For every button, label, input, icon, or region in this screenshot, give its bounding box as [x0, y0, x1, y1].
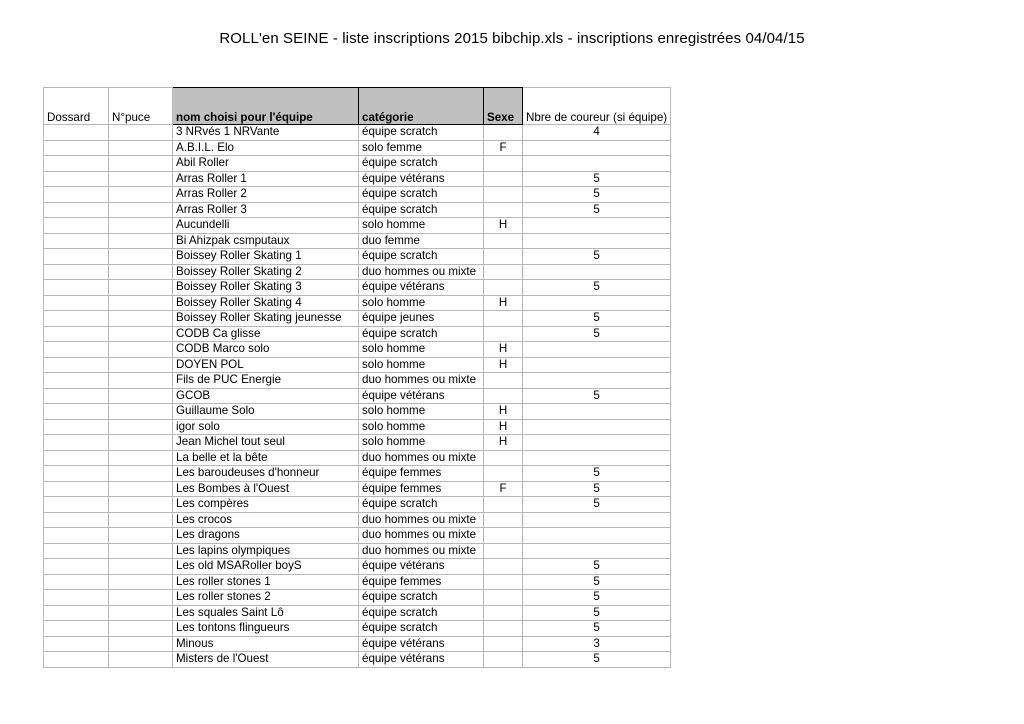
cell-categorie: équipe femmes [359, 481, 484, 497]
cell-dossard [44, 202, 109, 218]
cell-sexe: H [484, 218, 523, 234]
cell-sexe: H [484, 435, 523, 451]
header-categorie: catégorie [359, 88, 484, 125]
page-title: ROLL'en SEINE - liste inscriptions 2015 bibchip.xls - inscriptions enregistrées 04/04/15 [219, 30, 805, 47]
cell-nbre [523, 404, 671, 420]
table-row [44, 450, 671, 466]
cell-dossard [44, 528, 109, 544]
cell-sexe [484, 280, 523, 296]
cell-npuce [109, 326, 173, 342]
cell-nom: Jean Michel tout seul [173, 435, 359, 451]
cell-npuce [109, 652, 173, 668]
header-row [44, 88, 671, 125]
table-row [44, 373, 671, 389]
cell-nom: Les compères [173, 497, 359, 513]
table-row [44, 621, 671, 637]
table-row [44, 497, 671, 513]
cell-dossard [44, 388, 109, 404]
cell-dossard [44, 512, 109, 528]
cell-nbre [523, 342, 671, 358]
cell-npuce [109, 140, 173, 156]
cell-npuce [109, 202, 173, 218]
cell-categorie: équipe scratch [359, 621, 484, 637]
cell-npuce [109, 512, 173, 528]
cell-categorie: équipe vétérans [359, 636, 484, 652]
cell-sexe [484, 605, 523, 621]
cell-sexe: H [484, 404, 523, 420]
cell-nom: DOYEN POL [173, 357, 359, 373]
table-row [44, 140, 671, 156]
table-row [44, 202, 671, 218]
table-row [44, 435, 671, 451]
cell-sexe [484, 187, 523, 203]
cell-dossard [44, 233, 109, 249]
cell-dossard [44, 559, 109, 575]
cell-nbre: 5 [523, 574, 671, 590]
header-sexe: Sexe [484, 88, 523, 125]
cell-categorie: équipe scratch [359, 202, 484, 218]
cell-categorie: équipe scratch [359, 605, 484, 621]
cell-npuce [109, 388, 173, 404]
cell-nom: A.B.I.L. Elo [173, 140, 359, 156]
cell-categorie: équipe vétérans [359, 652, 484, 668]
cell-categorie: équipe scratch [359, 590, 484, 606]
cell-nbre [523, 218, 671, 234]
cell-dossard [44, 621, 109, 637]
cell-nom: igor solo [173, 419, 359, 435]
cell-dossard [44, 481, 109, 497]
cell-nbre [523, 233, 671, 249]
cell-categorie: équipe femmes [359, 466, 484, 482]
cell-sexe [484, 621, 523, 637]
table-row [44, 218, 671, 234]
cell-categorie: solo homme [359, 295, 484, 311]
cell-dossard [44, 357, 109, 373]
cell-sexe [484, 156, 523, 172]
table-row [44, 574, 671, 590]
cell-nom: GCOB [173, 388, 359, 404]
cell-nbre: 5 [523, 187, 671, 203]
cell-nom: Guillaume Solo [173, 404, 359, 420]
cell-sexe [484, 311, 523, 327]
cell-dossard [44, 450, 109, 466]
table-row [44, 605, 671, 621]
cell-npuce [109, 171, 173, 187]
cell-nom: Les baroudeuses d'honneur [173, 466, 359, 482]
cell-sexe [484, 528, 523, 544]
cell-nbre: 4 [523, 125, 671, 141]
cell-dossard [44, 419, 109, 435]
cell-npuce [109, 621, 173, 637]
cell-npuce [109, 419, 173, 435]
cell-categorie: équipe scratch [359, 249, 484, 265]
cell-nbre: 5 [523, 590, 671, 606]
header-dossard: Dossard [44, 88, 109, 125]
cell-dossard [44, 264, 109, 280]
cell-sexe [484, 171, 523, 187]
cell-nbre: 5 [523, 249, 671, 265]
cell-nom: 3 NRvés 1 NRVante [173, 125, 359, 141]
cell-categorie: solo homme [359, 419, 484, 435]
header-npuce: N°puce [109, 88, 173, 125]
cell-nbre: 5 [523, 280, 671, 296]
table-row [44, 249, 671, 265]
cell-nom: Les roller stones 2 [173, 590, 359, 606]
table-row [44, 156, 671, 172]
registrations-table [43, 87, 671, 668]
cell-dossard [44, 574, 109, 590]
cell-nbre [523, 543, 671, 559]
cell-dossard [44, 373, 109, 389]
cell-categorie: équipe scratch [359, 187, 484, 203]
cell-sexe: F [484, 140, 523, 156]
cell-dossard [44, 590, 109, 606]
cell-nom: Bi Ahizpak csmputaux [173, 233, 359, 249]
cell-dossard [44, 249, 109, 265]
table-row [44, 357, 671, 373]
table-row [44, 590, 671, 606]
table-row [44, 419, 671, 435]
cell-nom: Les Bombes à l'Ouest [173, 481, 359, 497]
cell-nom: Boissey Roller Skating 2 [173, 264, 359, 280]
cell-npuce [109, 311, 173, 327]
cell-nom: Misters de l'Ouest [173, 652, 359, 668]
table-row [44, 404, 671, 420]
table-row [44, 559, 671, 575]
cell-sexe [484, 636, 523, 652]
cell-categorie: solo homme [359, 404, 484, 420]
cell-nom: Aucundelli [173, 218, 359, 234]
cell-nbre [523, 357, 671, 373]
cell-categorie: duo hommes ou mixte [359, 264, 484, 280]
cell-categorie: solo homme [359, 357, 484, 373]
table-row [44, 652, 671, 668]
cell-categorie: duo femme [359, 233, 484, 249]
cell-categorie: équipe scratch [359, 156, 484, 172]
cell-nbre: 5 [523, 202, 671, 218]
table-row [44, 636, 671, 652]
cell-nom: Boissey Roller Skating 1 [173, 249, 359, 265]
table-row [44, 311, 671, 327]
table-row [44, 512, 671, 528]
cell-npuce [109, 404, 173, 420]
cell-categorie: solo homme [359, 218, 484, 234]
table-row [44, 342, 671, 358]
table-row [44, 543, 671, 559]
cell-dossard [44, 295, 109, 311]
cell-categorie: équipe vétérans [359, 388, 484, 404]
cell-nom: Boissey Roller Skating 4 [173, 295, 359, 311]
cell-dossard [44, 543, 109, 559]
cell-categorie: équipe jeunes [359, 311, 484, 327]
cell-nbre: 5 [523, 326, 671, 342]
cell-categorie: duo hommes ou mixte [359, 512, 484, 528]
cell-nom: Les old MSARoller boyS [173, 559, 359, 575]
cell-sexe [484, 388, 523, 404]
cell-npuce [109, 156, 173, 172]
table-row [44, 125, 671, 141]
cell-categorie: équipe vétérans [359, 559, 484, 575]
cell-dossard [44, 187, 109, 203]
cell-nbre [523, 156, 671, 172]
cell-categorie: équipe scratch [359, 326, 484, 342]
cell-nom: Les crocos [173, 512, 359, 528]
cell-npuce [109, 280, 173, 296]
cell-dossard [44, 125, 109, 141]
cell-npuce [109, 605, 173, 621]
cell-npuce [109, 264, 173, 280]
cell-dossard [44, 636, 109, 652]
cell-dossard [44, 342, 109, 358]
cell-sexe [484, 559, 523, 575]
cell-categorie: duo hommes ou mixte [359, 373, 484, 389]
table-row [44, 280, 671, 296]
cell-categorie: solo homme [359, 342, 484, 358]
table-row [44, 171, 671, 187]
cell-npuce [109, 590, 173, 606]
cell-dossard [44, 497, 109, 513]
cell-dossard [44, 171, 109, 187]
cell-sexe [484, 497, 523, 513]
cell-sexe [484, 450, 523, 466]
cell-npuce [109, 450, 173, 466]
cell-sexe [484, 326, 523, 342]
header-nbre-coureurs: Nbre de coureur (si équipe) [523, 88, 671, 125]
cell-nbre [523, 295, 671, 311]
cell-nbre [523, 512, 671, 528]
cell-nbre [523, 419, 671, 435]
cell-npuce [109, 528, 173, 544]
cell-sexe: H [484, 342, 523, 358]
cell-npuce [109, 559, 173, 575]
cell-npuce [109, 249, 173, 265]
cell-nom: Arras Roller 2 [173, 187, 359, 203]
cell-sexe: H [484, 295, 523, 311]
cell-sexe [484, 202, 523, 218]
cell-categorie: solo femme [359, 140, 484, 156]
cell-categorie: équipe vétérans [359, 280, 484, 296]
table-row [44, 187, 671, 203]
table-row [44, 388, 671, 404]
cell-sexe [484, 373, 523, 389]
cell-nbre: 5 [523, 497, 671, 513]
cell-nom: Abil Roller [173, 156, 359, 172]
cell-dossard [44, 435, 109, 451]
cell-nbre [523, 528, 671, 544]
table-body [44, 125, 671, 668]
cell-sexe [484, 543, 523, 559]
cell-npuce [109, 574, 173, 590]
cell-npuce [109, 342, 173, 358]
cell-dossard [44, 218, 109, 234]
cell-sexe: F [484, 481, 523, 497]
cell-nom: Boissey Roller Skating 3 [173, 280, 359, 296]
cell-nom: La belle et la bête [173, 450, 359, 466]
cell-nom: Les squales Saint Lô [173, 605, 359, 621]
cell-sexe: H [484, 419, 523, 435]
cell-dossard [44, 326, 109, 342]
cell-sexe [484, 249, 523, 265]
cell-npuce [109, 125, 173, 141]
table-row [44, 326, 671, 342]
cell-npuce [109, 481, 173, 497]
cell-dossard [44, 311, 109, 327]
cell-nom: Fils de PUC Energie [173, 373, 359, 389]
cell-npuce [109, 187, 173, 203]
cell-npuce [109, 295, 173, 311]
cell-nom: Arras Roller 1 [173, 171, 359, 187]
cell-nbre: 5 [523, 605, 671, 621]
cell-dossard [44, 404, 109, 420]
cell-nom: Les lapins olympiques [173, 543, 359, 559]
table-row [44, 264, 671, 280]
cell-categorie: duo hommes ou mixte [359, 528, 484, 544]
cell-nbre: 3 [523, 636, 671, 652]
cell-nom: Les dragons [173, 528, 359, 544]
cell-nbre: 5 [523, 171, 671, 187]
cell-sexe [484, 590, 523, 606]
cell-nom: Minous [173, 636, 359, 652]
table-row [44, 481, 671, 497]
cell-categorie: solo homme [359, 435, 484, 451]
cell-categorie: duo hommes ou mixte [359, 543, 484, 559]
cell-sexe [484, 264, 523, 280]
cell-nbre [523, 435, 671, 451]
cell-nbre [523, 450, 671, 466]
cell-nbre: 5 [523, 481, 671, 497]
cell-npuce [109, 497, 173, 513]
cell-nbre [523, 140, 671, 156]
cell-sexe [484, 233, 523, 249]
cell-dossard [44, 466, 109, 482]
cell-nom: CODB Ca glisse [173, 326, 359, 342]
cell-categorie: équipe femmes [359, 574, 484, 590]
cell-nbre [523, 264, 671, 280]
cell-sexe [484, 125, 523, 141]
cell-npuce [109, 636, 173, 652]
cell-npuce [109, 435, 173, 451]
cell-nom: Les roller stones 1 [173, 574, 359, 590]
cell-sexe [484, 652, 523, 668]
cell-categorie: équipe scratch [359, 497, 484, 513]
table-row [44, 528, 671, 544]
table-row [44, 466, 671, 482]
cell-npuce [109, 218, 173, 234]
cell-nom: Boissey Roller Skating jeunesse [173, 311, 359, 327]
cell-dossard [44, 140, 109, 156]
cell-npuce [109, 373, 173, 389]
cell-npuce [109, 543, 173, 559]
cell-sexe: H [484, 357, 523, 373]
cell-nom: Les tontons flingueurs [173, 621, 359, 637]
cell-dossard [44, 280, 109, 296]
cell-nbre: 5 [523, 559, 671, 575]
cell-nbre: 5 [523, 466, 671, 482]
cell-nbre: 5 [523, 388, 671, 404]
cell-nbre: 5 [523, 621, 671, 637]
cell-dossard [44, 156, 109, 172]
cell-nbre: 5 [523, 311, 671, 327]
cell-categorie: équipe scratch [359, 125, 484, 141]
cell-nbre: 5 [523, 652, 671, 668]
cell-sexe [484, 466, 523, 482]
cell-npuce [109, 357, 173, 373]
cell-dossard [44, 652, 109, 668]
cell-categorie: duo hommes ou mixte [359, 450, 484, 466]
cell-dossard [44, 605, 109, 621]
cell-npuce [109, 466, 173, 482]
cell-nom: Arras Roller 3 [173, 202, 359, 218]
cell-npuce [109, 233, 173, 249]
cell-nbre [523, 373, 671, 389]
cell-categorie: équipe vétérans [359, 171, 484, 187]
table-row [44, 295, 671, 311]
table-row [44, 233, 671, 249]
cell-sexe [484, 574, 523, 590]
cell-nom: CODB Marco solo [173, 342, 359, 358]
header-nom: nom choisi pour l'équipe [173, 88, 359, 125]
cell-sexe [484, 512, 523, 528]
